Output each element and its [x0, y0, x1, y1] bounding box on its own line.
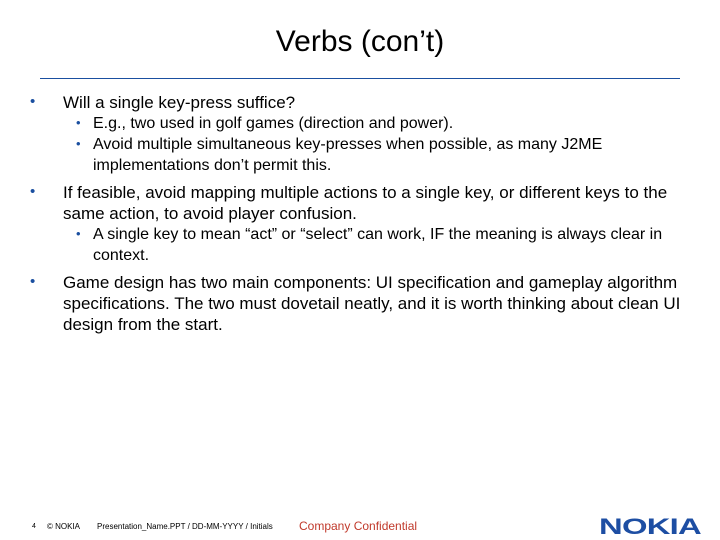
confidential-label: Company Confidential [299, 519, 418, 533]
bullet-dot-icon: • [76, 136, 81, 151]
bullet-level2 [30, 134, 690, 176]
bullet-dot-icon: • [30, 183, 36, 200]
copyright-text: © NOKIA [47, 522, 81, 531]
bullet-level1 [30, 182, 690, 224]
bullet-dot-icon: • [76, 226, 81, 241]
sub-bullet-text: E.g., two used in golf games (direction and power). [93, 115, 454, 132]
presentation-info: Presentation_Name.PPT / DD-MM-YYYY / Initials [97, 522, 273, 531]
page-number: 4 [32, 523, 36, 530]
bullet-dot-icon: • [76, 115, 81, 130]
bullet-item [30, 182, 690, 266]
bullet-item [30, 92, 690, 176]
bullet-item [30, 272, 690, 335]
bullet-level2 [30, 224, 690, 266]
bullet-text: If feasible, avoid mapping multiple actions to a single key, or different keys to the same action, to avoid player confusion. [63, 183, 668, 223]
slide-body [30, 92, 690, 335]
sub-bullet-text: Avoid multiple simultaneous key-presses when possible, as many J2ME implementations don’t permit this. [93, 136, 603, 174]
bullet-level2 [30, 113, 690, 134]
slide-title: Verbs (con’t) [275, 25, 445, 58]
nokia-logo [598, 515, 702, 537]
title-divider [40, 78, 680, 79]
bullet-dot-icon: • [30, 93, 36, 110]
bullet-level1 [30, 92, 690, 113]
bullet-dot-icon: • [30, 273, 36, 290]
slide-footer [0, 512, 720, 536]
svg-text:NOKIA: NOKIA [599, 515, 702, 537]
bullet-text: Game design has two main components: UI specification and gameplay algorithm specifications. The two must dovetail neatly, and it is worth thinking about clean UI design from the start. [63, 273, 681, 334]
sub-bullet-text: A single key to mean “act” or “select” can work, IF the meaning is always clear in context. [93, 226, 663, 264]
bullet-text: Will a single key-press suffice? [63, 93, 296, 112]
bullet-level1 [30, 272, 690, 335]
